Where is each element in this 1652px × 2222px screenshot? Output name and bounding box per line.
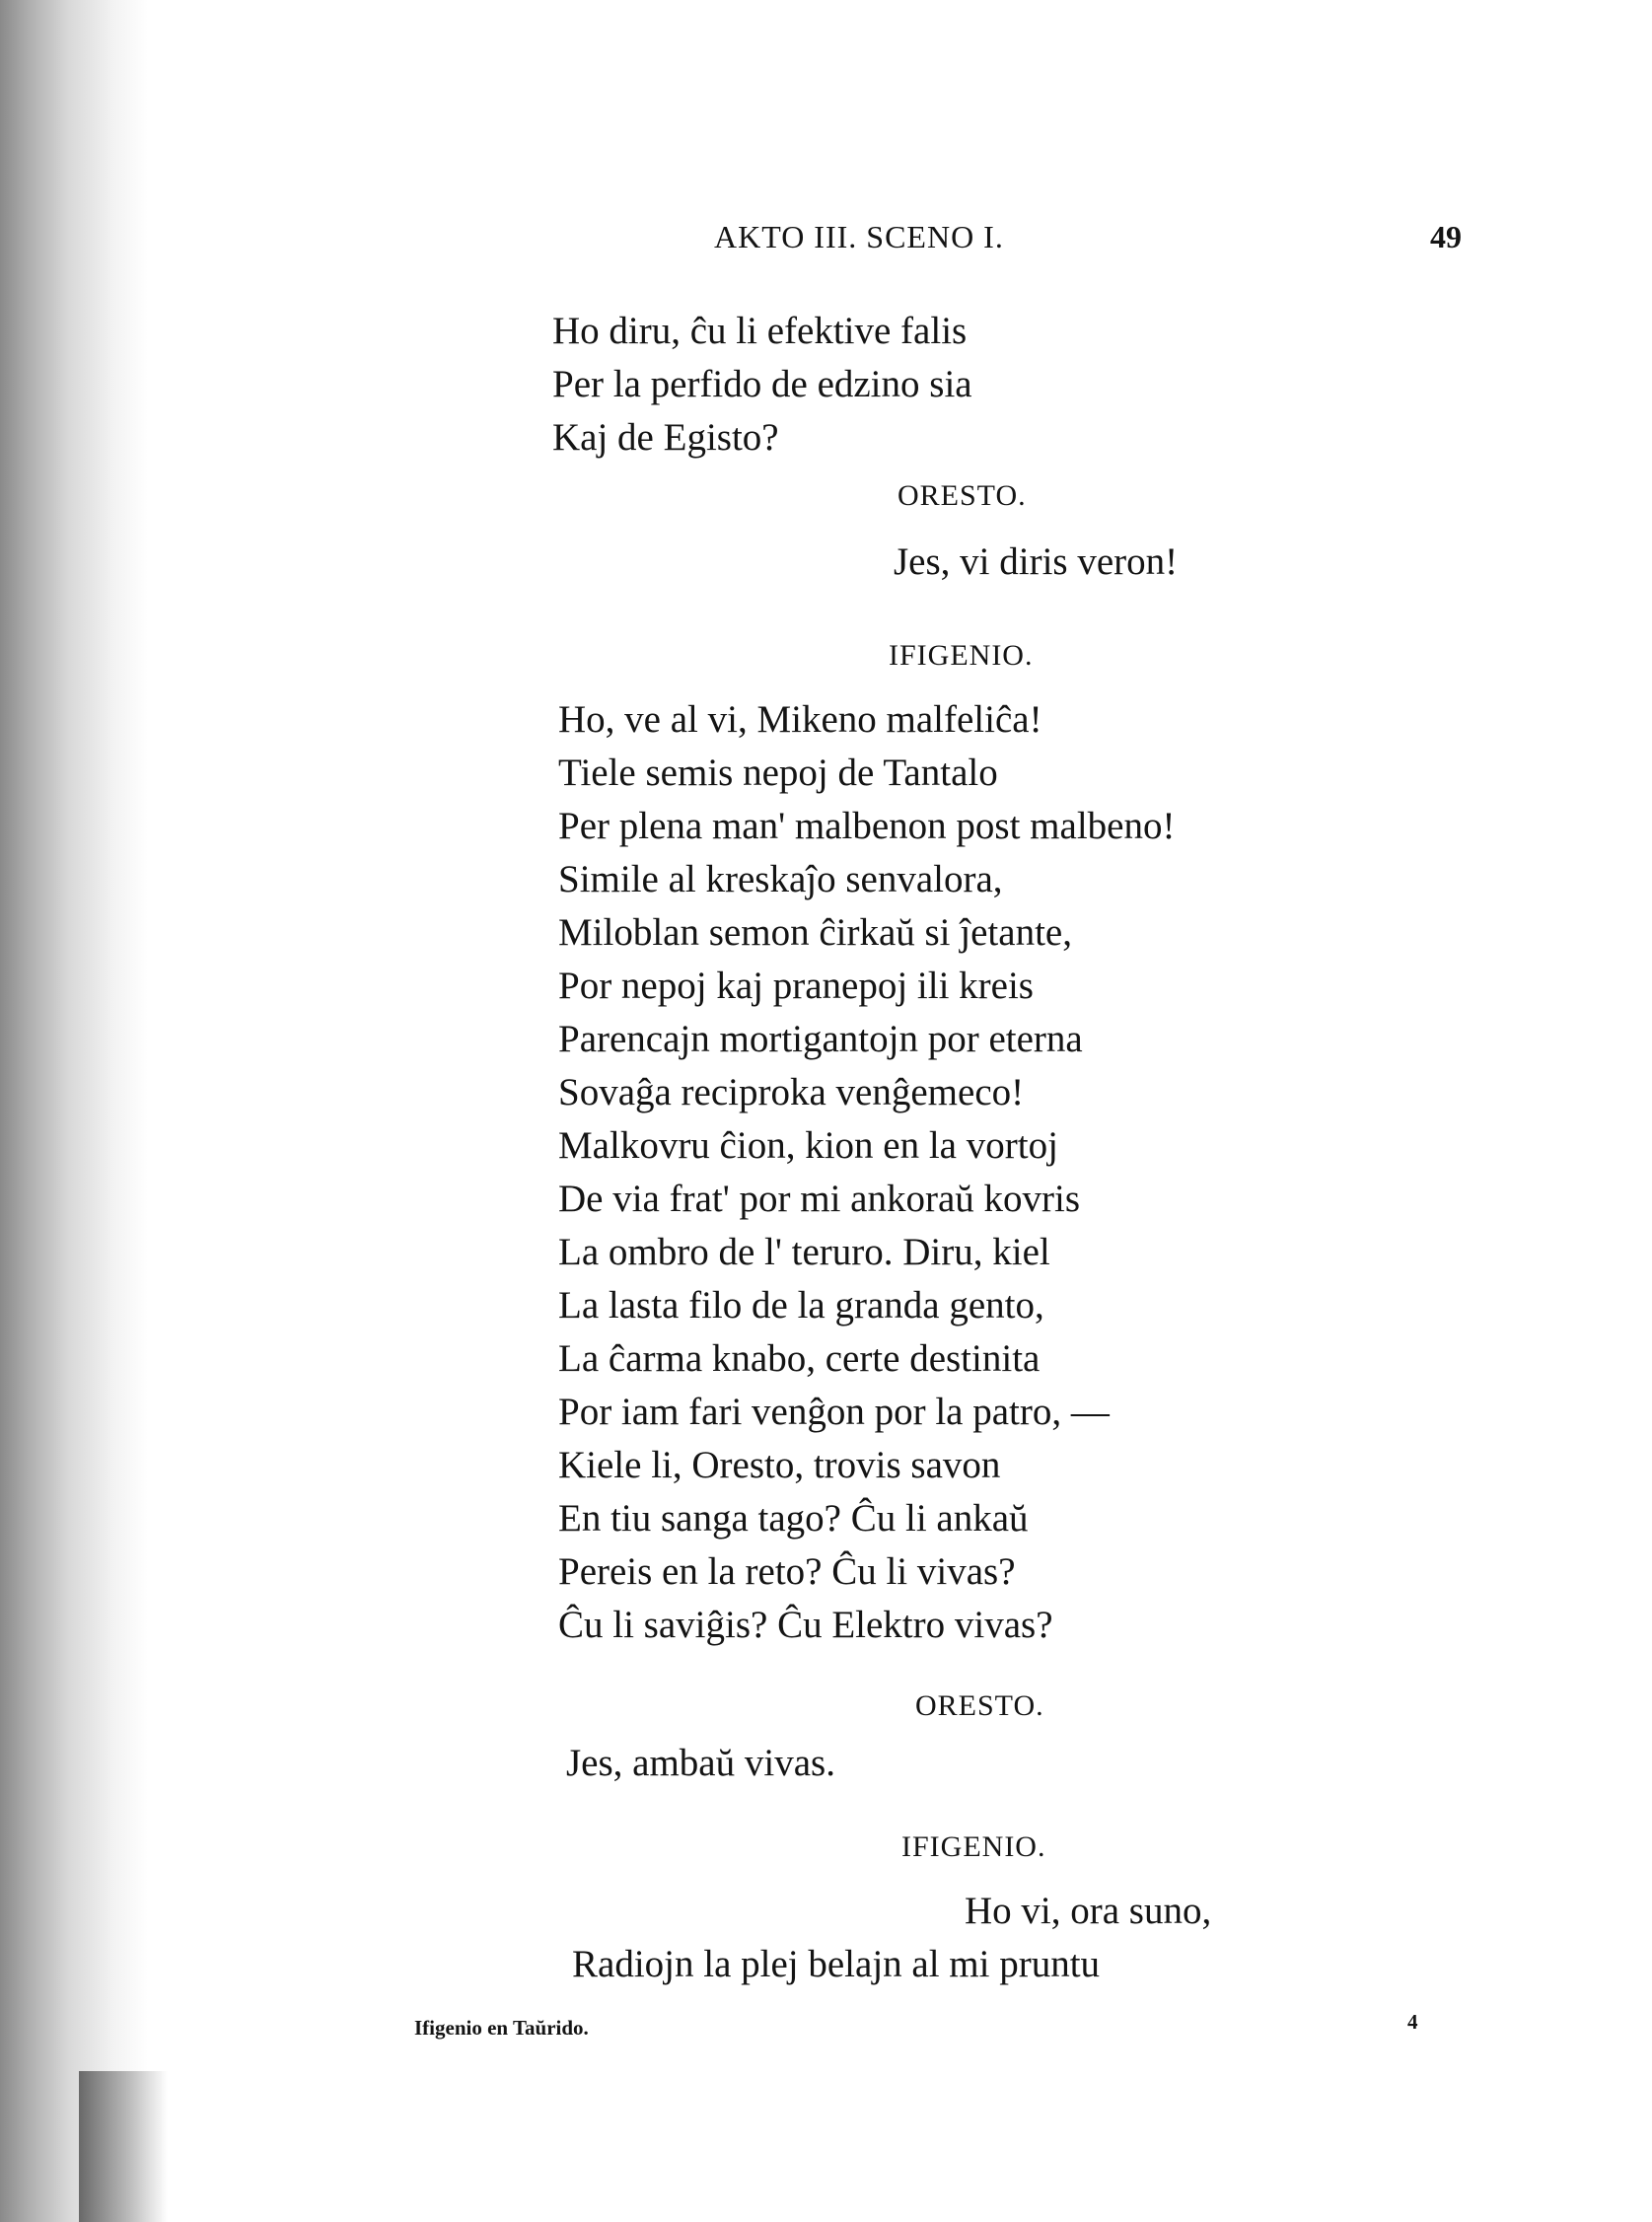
verse-line: Sovaĝa reciproka venĝemeco! xyxy=(558,1071,1025,1113)
verse-line: Malkovru ĉion, kion en la vortoj xyxy=(558,1124,1058,1167)
verse-line: De via frat' por mi ankoraŭ kovris xyxy=(558,1178,1081,1220)
speaker-name: ORESTO. xyxy=(915,1689,1044,1722)
verse-line: Parencajn mortigantojn por eterna xyxy=(558,1018,1083,1060)
verse-line: Jes, ambaŭ vivas. xyxy=(566,1742,835,1784)
verse-line: Pereis en la reto? Ĉu li vivas? xyxy=(558,1550,1016,1593)
running-head-title: AKTO III. SCENO I. xyxy=(714,219,1004,254)
running-head xyxy=(0,219,1652,258)
verse-line: Kiele li, Oresto, trovis savon xyxy=(558,1444,1001,1486)
verse-line: Ho vi, ora suno, xyxy=(965,1890,1212,1932)
footer-signature-number: 4 xyxy=(1407,2010,1418,2034)
verse-line: Per la perfido de edzino sia xyxy=(552,363,972,405)
page-number: 49 xyxy=(1430,219,1462,254)
scan-binding-shadow xyxy=(79,2071,168,2222)
verse-line: Simile al kreskaĵo senvalora, xyxy=(558,858,1003,900)
verse-line: Jes, vi diris veron! xyxy=(894,540,1179,583)
verse-line: Ĉu li saviĝis? Ĉu Elektro vivas? xyxy=(558,1604,1053,1646)
verse-line: La ĉarma knabo, certe destinita xyxy=(558,1337,1041,1380)
verse-line: En tiu sanga tago? Ĉu li ankaŭ xyxy=(558,1497,1029,1540)
verse-line: La ombro de l' teruro. Diru, kiel xyxy=(558,1231,1050,1273)
verse-line: Per plena man' malbenon post malbeno! xyxy=(558,805,1176,847)
scan-gutter-shadow xyxy=(0,0,148,2222)
verse-line: Por nepoj kaj pranepoj ili kreis xyxy=(558,965,1034,1007)
verse-line: La lasta filo de la granda gento, xyxy=(558,1284,1044,1326)
footer-signature: Ifigenio en Taŭrido. xyxy=(414,2016,589,2040)
speaker-name: IFIGENIO. xyxy=(901,1830,1046,1863)
verse-line: Ho diru, ĉu li efektive falis xyxy=(552,310,968,352)
speaker-name: ORESTO. xyxy=(898,479,1027,512)
verse-line: Miloblan semon ĉirkaŭ si ĵetante, xyxy=(558,911,1072,954)
speaker-name: IFIGENIO. xyxy=(889,639,1034,672)
verse-line: Tiele semis nepoj de Tantalo xyxy=(558,752,998,794)
verse-line: Kaj de Egisto? xyxy=(552,416,779,459)
verse-line: Radiojn la plej belajn al mi pruntu xyxy=(572,1943,1101,1985)
verse-line: Por iam fari venĝon por la patro, — xyxy=(558,1391,1110,1433)
verse-line: Ho, ve al vi, Mikeno malfeliĉa! xyxy=(558,698,1042,741)
